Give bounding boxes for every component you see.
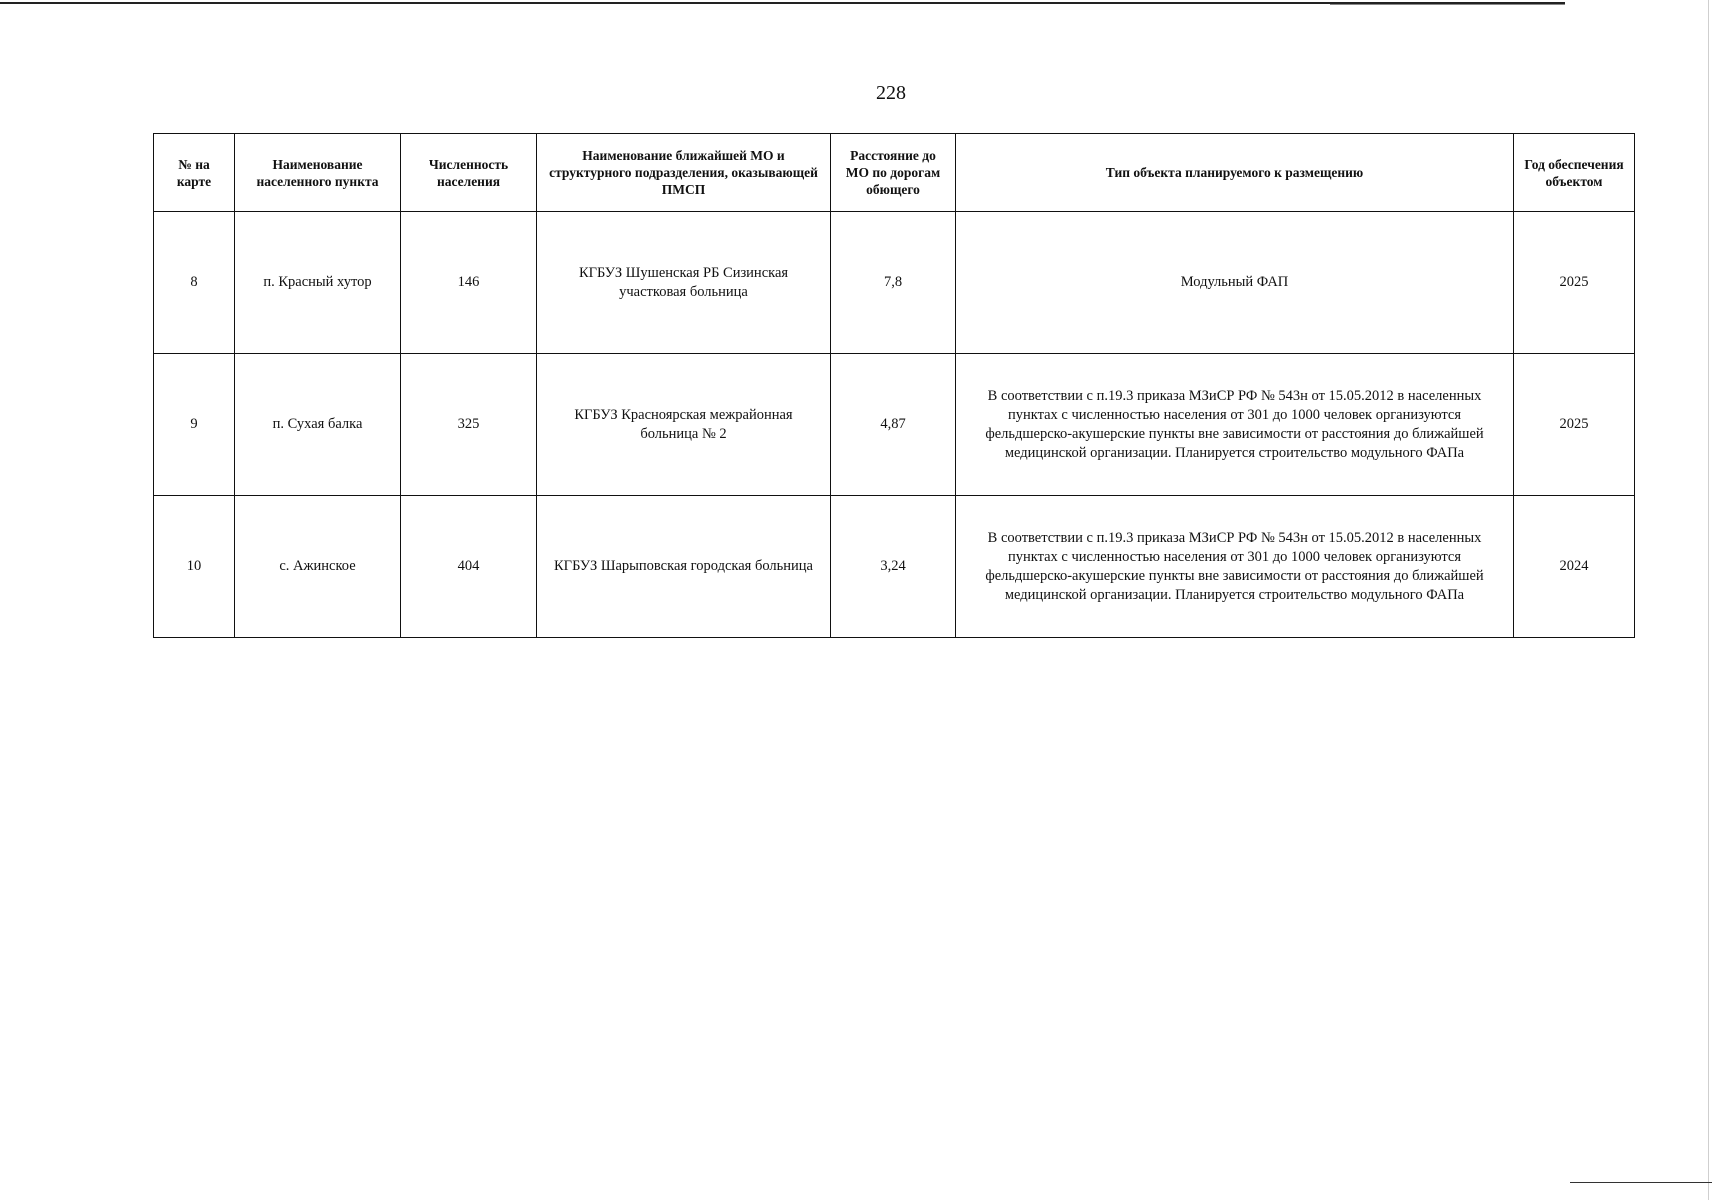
cell-nearest-mo: КГБУЗ Шарыповская городская больница [537, 496, 831, 638]
cell-object-type: В соответствии с п.19.3 приказа МЗиСР РФ № 543н от 15.05.2012 в населенных пунктах с численностью населения от 301 до 1000 человек организуются фельдшерско-акушерские пункты вне зависимости от расстояния до ближайшей медицинской организации. Планируется строительство модульного ФАПа [956, 496, 1514, 638]
header-population: Численность населения [401, 134, 537, 212]
table-row [154, 496, 1635, 638]
header-settlement: Наименование населенного пункта [235, 134, 401, 212]
header-distance: Расстояние до МО по дорогам обющего [831, 134, 956, 212]
cell-settlement: п. Сухая балка [235, 354, 401, 496]
cell-year: 2025 [1514, 354, 1635, 496]
cell-object-type: Модульный ФАП [956, 212, 1514, 354]
cell-nearest-mo: КГБУЗ Шушенская РБ Сизинская участковая больница [537, 212, 831, 354]
cell-year: 2024 [1514, 496, 1635, 638]
scan-edge-right [1708, 0, 1709, 1200]
table-row [154, 212, 1635, 354]
table-row [154, 354, 1635, 496]
cell-map-number: 10 [154, 496, 235, 638]
scan-edge-top-secondary [1330, 4, 1565, 5]
header-year: Год обеспечения объектом [1514, 134, 1635, 212]
cell-settlement: с. Ажинское [235, 496, 401, 638]
cell-population: 146 [401, 212, 537, 354]
cell-map-number: 9 [154, 354, 235, 496]
cell-settlement: п. Красный хутор [235, 212, 401, 354]
header-nearest-mo: Наименование ближайшей МО и структурного подразделения, оказывающей ПМСП [537, 134, 831, 212]
table-header-row [154, 134, 1635, 212]
cell-nearest-mo: КГБУЗ Красноярская межрайонная больница № 2 [537, 354, 831, 496]
cell-map-number: 8 [154, 212, 235, 354]
cell-object-type: В соответствии с п.19.3 приказа МЗиСР РФ № 543н от 15.05.2012 в населенных пунктах с численностью населения от 301 до 1000 человек организуются фельдшерско-акушерские пункты вне зависимости от расстояния до ближайшей медицинской организации. Планируется строительство модульного ФАПа [956, 354, 1514, 496]
cell-distance: 3,24 [831, 496, 956, 638]
cell-population: 325 [401, 354, 537, 496]
header-map-number: № на карте [154, 134, 235, 212]
scan-edge-bottom [1570, 1182, 1712, 1183]
header-object-type: Тип объекта планируемого к размещению [956, 134, 1514, 212]
cell-distance: 7,8 [831, 212, 956, 354]
cell-year: 2025 [1514, 212, 1635, 354]
cell-distance: 4,87 [831, 354, 956, 496]
facilities-table [153, 133, 1635, 638]
page-number: 228 [876, 82, 906, 104]
cell-population: 404 [401, 496, 537, 638]
